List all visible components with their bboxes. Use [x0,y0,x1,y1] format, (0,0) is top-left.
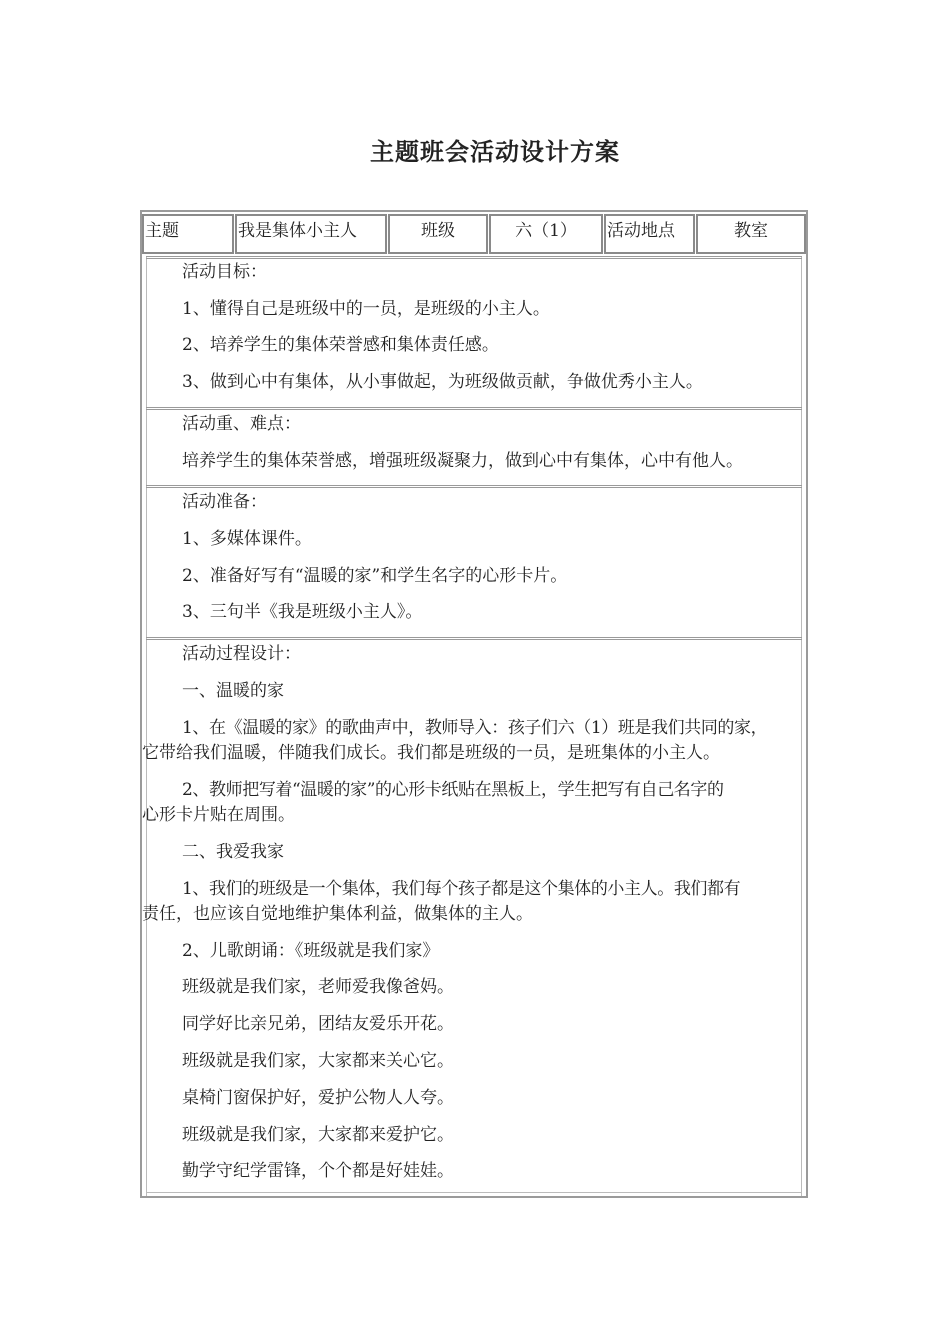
process-heading: 活动过程设计： [182,644,301,664]
key-points-text: 培养学生的集体荣誉感，增强班级凝聚力，做到心中有集体，心中有他人。 [182,451,743,471]
key-points-heading: 活动重、难点： [182,414,301,434]
goal-item: 1、懂得自己是班级中的一员，是班级的小主人。 [182,299,550,319]
goal-item: 2、培养学生的集体荣誉感和集体责任感。 [182,335,499,355]
preparation-item: 3、三句半《我是班级小主人》。 [182,602,423,622]
song-line: 勤学守纪学雷锋，个个都是好娃娃。 [182,1161,454,1181]
preparation-item: 2、准备好写有“温暖的家”和学生名字的心形卡片。 [182,566,568,586]
section-divider [146,407,802,410]
paragraph-line: 1、在《温暖的家》的歌曲声中，教师导入：孩子们六（1）班是我们共同的家， [182,718,768,738]
paragraph-line: 它带给我们温暖，伴随我们成长。我们都是班级的一员，是班集体的小主人。 [142,743,720,763]
song-line: 同学好比亲兄弟，团结友爱乐开花。 [182,1014,454,1034]
paragraph-line: 责任，也应该自觉地维护集体利益，做集体的主人。 [142,904,533,924]
goal-item: 3、做到心中有集体，从小事做起，为班级做贡献，争做优秀小主人。 [182,372,703,392]
paragraph-line: 2、教师把写着“温暖的家”的心形卡纸贴在黑板上，学生把写有自己名字的 [182,780,724,800]
plan-table [140,210,808,1198]
preparation-item: 1、多媒体课件。 [182,529,312,549]
song-line: 班级就是我们家，大家都来爱护它。 [182,1125,454,1145]
theme-label-cell: 主题 [142,214,234,254]
place-value-cell: 教室 [696,214,806,254]
place-label-cell: 活动地点 [604,214,695,254]
class-value-cell: 六（1） [489,214,603,254]
section-divider [146,637,802,640]
song-line: 班级就是我们家，大家都来关心它。 [182,1051,454,1071]
class-label-cell: 班级 [388,214,488,254]
goals-heading: 活动目标： [182,262,267,282]
paragraph-line: 心形卡片贴在周围。 [142,805,295,825]
section-divider [146,485,802,488]
paragraph-line: 1、我们的班级是一个集体，我们每个孩子都是这个集体的小主人。我们都有 [182,879,741,899]
preparation-heading: 活动准备： [182,492,267,512]
part1-title: 一、温暖的家 [182,681,284,701]
song-line: 桌椅门窗保护好，爱护公物人人夸。 [182,1088,454,1108]
song-title: 2、儿歌朗诵：《班级就是我们家》 [182,941,440,961]
part2-title: 二、我爱我家 [182,842,284,862]
table-bottom-border [146,1192,802,1193]
song-line: 班级就是我们家，老师爱我像爸妈。 [182,977,454,997]
theme-value-cell: 我是集体小主人 [235,214,387,254]
page-title: 主题班会活动设计方案 [370,137,620,166]
